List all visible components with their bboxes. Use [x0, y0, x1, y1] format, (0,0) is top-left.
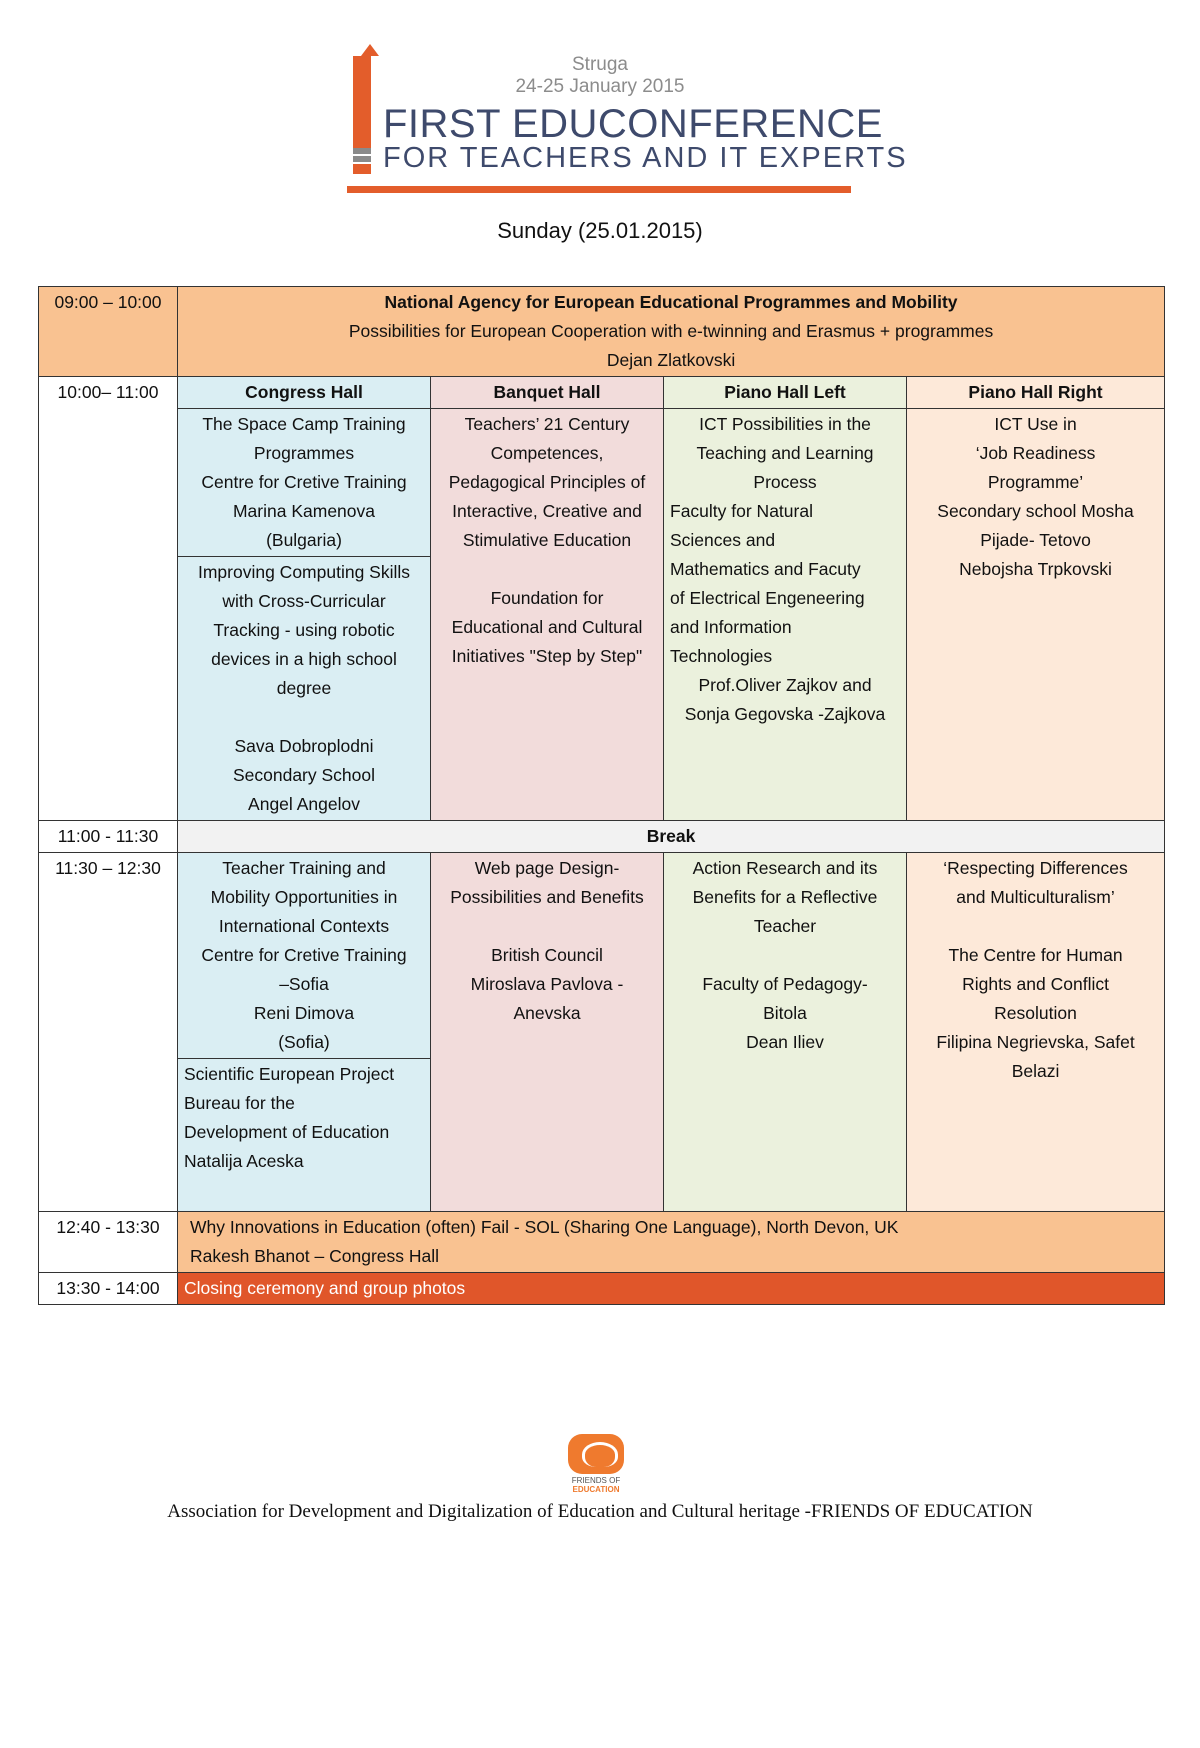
hall-header-piano-right: Piano Hall Right [907, 377, 1165, 409]
keynote-session [178, 1212, 1165, 1273]
schedule-row-keynote [39, 1212, 1165, 1273]
logo-underline [347, 186, 851, 193]
logo-city: Struga [572, 54, 628, 75]
time-cell: 11:30 – 12:30 [39, 853, 178, 1212]
schedule-row-closing [39, 1273, 1165, 1305]
session-congress-1a: The Space Camp Training Programmes Centre for Cretive Training Marina Kamenova (Bulgaria) [178, 409, 431, 557]
footer-association: Association for Development and Digitalization of Education and Cultural heritage -FRIENDS OF EDUCATION [167, 1501, 1033, 1522]
keynote-speaker: Rakesh Bhanot – Congress Hall [190, 1246, 440, 1266]
hall-header-row [39, 377, 1165, 409]
friends-of-education-logo [566, 1434, 626, 1494]
session-organization: National Agency for European Educational Programmes and Mobility [384, 292, 958, 312]
time-cell: 11:00 - 11:30 [39, 821, 178, 853]
session-piano-right-2: ‘Respecting Differences and Multiculturalism’ The Centre for Human Rights and Conflict Resolution Filipina Negrievska, Safet Belazi [907, 853, 1165, 1212]
session-congress-2b: Scientific European Project Bureau for the Development of Education Natalija Aceska [178, 1059, 431, 1212]
session-speaker: Dejan Zlatkovski [606, 350, 736, 370]
conference-logo [345, 44, 908, 200]
closing-ceremony: Closing ceremony and group photos [178, 1273, 1165, 1305]
session-piano-right-1: ICT Use in ‘Job Readiness Programme’ Secondary school Mosha Pijade- Tetovo Nebojsha Trpkovski [907, 409, 1165, 821]
time-cell: 09:00 – 10:00 [39, 287, 178, 377]
logo-text-line1: FRIENDS OF [571, 1476, 621, 1485]
session-congress-2a: Teacher Training and Mobility Opportunities in International Contexts Centre for Cretive Training –Sofia Reni Dimova (Sofia) [178, 853, 431, 1059]
session-banquet-2: Web page Design- Possibilities and Benefits British Council Miroslava Pavlova - Anevska [431, 853, 664, 1212]
schedule-row-session-2 [39, 853, 1165, 1059]
hands-icon [568, 1434, 624, 1474]
hall-header-banquet: Banquet Hall [431, 377, 664, 409]
time-cell: 12:40 - 13:30 [39, 1212, 178, 1273]
schedule-row-session-1 [39, 409, 1165, 557]
schedule-row-break [39, 821, 1165, 853]
keynote-title: Why Innovations in Education (often) Fail - SOL (Sharing One Language), North Devon, UK [190, 1217, 899, 1237]
hall-header-piano-left: Piano Hall Left [664, 377, 907, 409]
session-title: Possibilities for European Cooperation with e-twinning and Erasmus + programmes [348, 321, 994, 341]
plenary-session [178, 287, 1165, 377]
break-label: Break [178, 821, 1165, 853]
session-piano-left-2: Action Research and its Benefits for a Reflective Teacher Faculty of Pedagogy- Bitola Dean Iliev [664, 853, 907, 1212]
session-piano-left-1: ICT Possibilities in the Teaching and Learning Process Faculty for Natural Sciences and Mathematics and Facuty of Electrical Engeneering and Information Technologies Prof.Oliver Zajkov and Sonja Gegovska -Zajkova [664, 409, 907, 821]
logo-title-line1: FIRST EDUCONFERENCE [383, 102, 883, 146]
logo-dates: 24-25 January 2015 [515, 76, 685, 97]
schedule-table [38, 286, 1165, 1305]
time-cell: 10:00– 11:00 [39, 377, 178, 821]
session-banquet-1: Teachers’ 21 Century Competences, Pedagogical Principles of Interactive, Creative and Stimulative Education Foundation for Educational and Cultural Initiatives "Step by Step" [431, 409, 664, 821]
session-congress-1b: Improving Computing Skills with Cross-Curricular Tracking - using robotic devices in a high school degree Sava Dobroplodni Secondary School Angel Angelov [178, 557, 431, 821]
day-title: Sunday (25.01.2015) [497, 218, 703, 243]
hall-header-congress: Congress Hall [178, 377, 431, 409]
logo-text-line2: EDUCATION [572, 1485, 620, 1494]
schedule-row-plenary [39, 287, 1165, 377]
logo-title-line2: FOR TEACHERS AND IT EXPERTS [383, 142, 908, 174]
time-cell: 13:30 - 14:00 [39, 1273, 178, 1305]
